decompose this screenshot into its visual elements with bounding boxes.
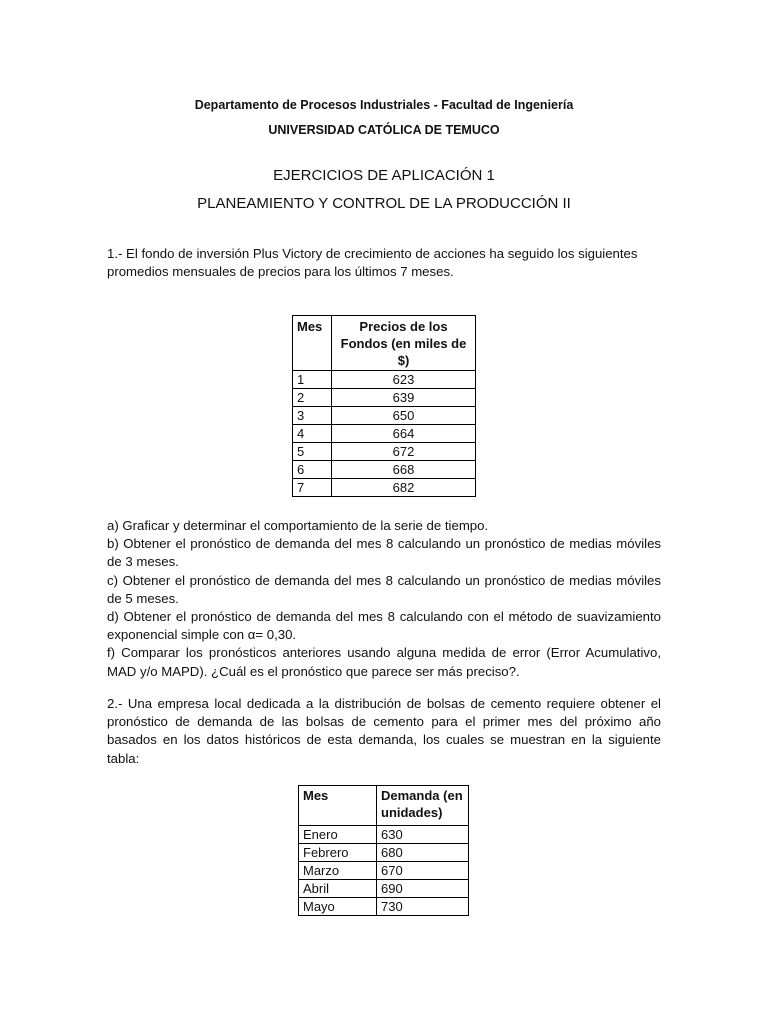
month-cell: 5 bbox=[293, 443, 332, 461]
month-cell: 4 bbox=[293, 425, 332, 443]
table-row bbox=[299, 862, 469, 880]
demand-cell: 680 bbox=[377, 844, 469, 862]
month-cell: 6 bbox=[293, 461, 332, 479]
cement-demand-table bbox=[298, 785, 469, 916]
table-row bbox=[293, 371, 476, 389]
table-row bbox=[293, 389, 476, 407]
table-row bbox=[293, 443, 476, 461]
table-header-row bbox=[299, 786, 469, 826]
month-cell: Marzo bbox=[299, 862, 377, 880]
demand-cell: 630 bbox=[377, 826, 469, 844]
price-cell: 668 bbox=[332, 461, 476, 479]
month-cell: Febrero bbox=[299, 844, 377, 862]
month-cell: Abril bbox=[299, 880, 377, 898]
table-row bbox=[299, 844, 469, 862]
price-cell: 639 bbox=[332, 389, 476, 407]
price-cell: 650 bbox=[332, 407, 476, 425]
course-title: PLANEAMIENTO Y CONTROL DE LA PRODUCCIÓN II bbox=[197, 195, 571, 212]
demand-cell: 690 bbox=[377, 880, 469, 898]
table-row bbox=[293, 425, 476, 443]
price-cell: 664 bbox=[332, 425, 476, 443]
column-header-prices: Precios de los Fondos (en miles de $) bbox=[332, 316, 476, 371]
table-row bbox=[299, 898, 469, 916]
demand-cell: 730 bbox=[377, 898, 469, 916]
month-cell: 2 bbox=[293, 389, 332, 407]
table-row bbox=[293, 479, 476, 497]
question-b: b) Obtener el pronóstico de demanda del mes 8 calculando un pronóstico de medias móviles de 3 meses. bbox=[107, 536, 661, 570]
problem2-intro bbox=[107, 695, 661, 768]
price-cell: 623 bbox=[332, 371, 476, 389]
problem1-questions bbox=[107, 517, 661, 681]
question-c: c) Obtener el pronóstico de demanda del mes 8 calculando un pronóstico de medias móviles de 5 meses. bbox=[107, 572, 661, 606]
month-cell: 1 bbox=[293, 371, 332, 389]
table-header-row bbox=[293, 316, 476, 371]
document-title: EJERCICIOS DE APLICACIÓN 1 bbox=[273, 167, 495, 184]
problem1-intro-text: 1.- El fondo de inversión Plus Victory de crecimiento de acciones ha seguido los siguientes promedios mensuales de precios para los últimos 7 meses. bbox=[107, 246, 638, 280]
month-cell: Mayo bbox=[299, 898, 377, 916]
question-d: d) Obtener el pronóstico de demanda del mes 8 calculando con el método de suavizamiento exponencial simple con α= 0,30. bbox=[107, 609, 661, 643]
column-header-demand: Demanda (en unidades) bbox=[377, 786, 469, 826]
column-header-month: Mes bbox=[299, 786, 377, 826]
month-cell: 7 bbox=[293, 479, 332, 497]
table-row bbox=[293, 461, 476, 479]
fund-prices-table bbox=[292, 315, 476, 497]
department-heading: Departamento de Procesos Industriales - Facultad de Ingeniería bbox=[194, 98, 574, 112]
table-row bbox=[299, 826, 469, 844]
question-f: f) Comparar los pronósticos anteriores usando alguna medida de error (Error Acumulativo, MAD y/o MAPD). ¿Cuál es el pronóstico que parece ser más preciso?. bbox=[107, 645, 661, 679]
price-cell: 682 bbox=[332, 479, 476, 497]
price-cell: 672 bbox=[332, 443, 476, 461]
university-heading: UNIVERSIDAD CATÓLICA DE TEMUCO bbox=[268, 123, 500, 137]
demand-cell: 670 bbox=[377, 862, 469, 880]
question-a: a) Graficar y determinar el comportamiento de la serie de tiempo. bbox=[107, 518, 489, 533]
month-cell: 3 bbox=[293, 407, 332, 425]
month-cell: Enero bbox=[299, 826, 377, 844]
column-header-month: Mes bbox=[293, 316, 332, 371]
problem1-intro bbox=[107, 245, 661, 281]
problem2-intro-text: 2.- Una empresa local dedicada a la distribución de bolsas de cemento requiere obtener el pronóstico de demanda de las bolsas de cemento para el primer mes del próximo año basados en los datos históricos de esta demanda, los cuales se muestran en la siguiente tabla: bbox=[107, 696, 661, 766]
table-row bbox=[299, 880, 469, 898]
table-row bbox=[293, 407, 476, 425]
